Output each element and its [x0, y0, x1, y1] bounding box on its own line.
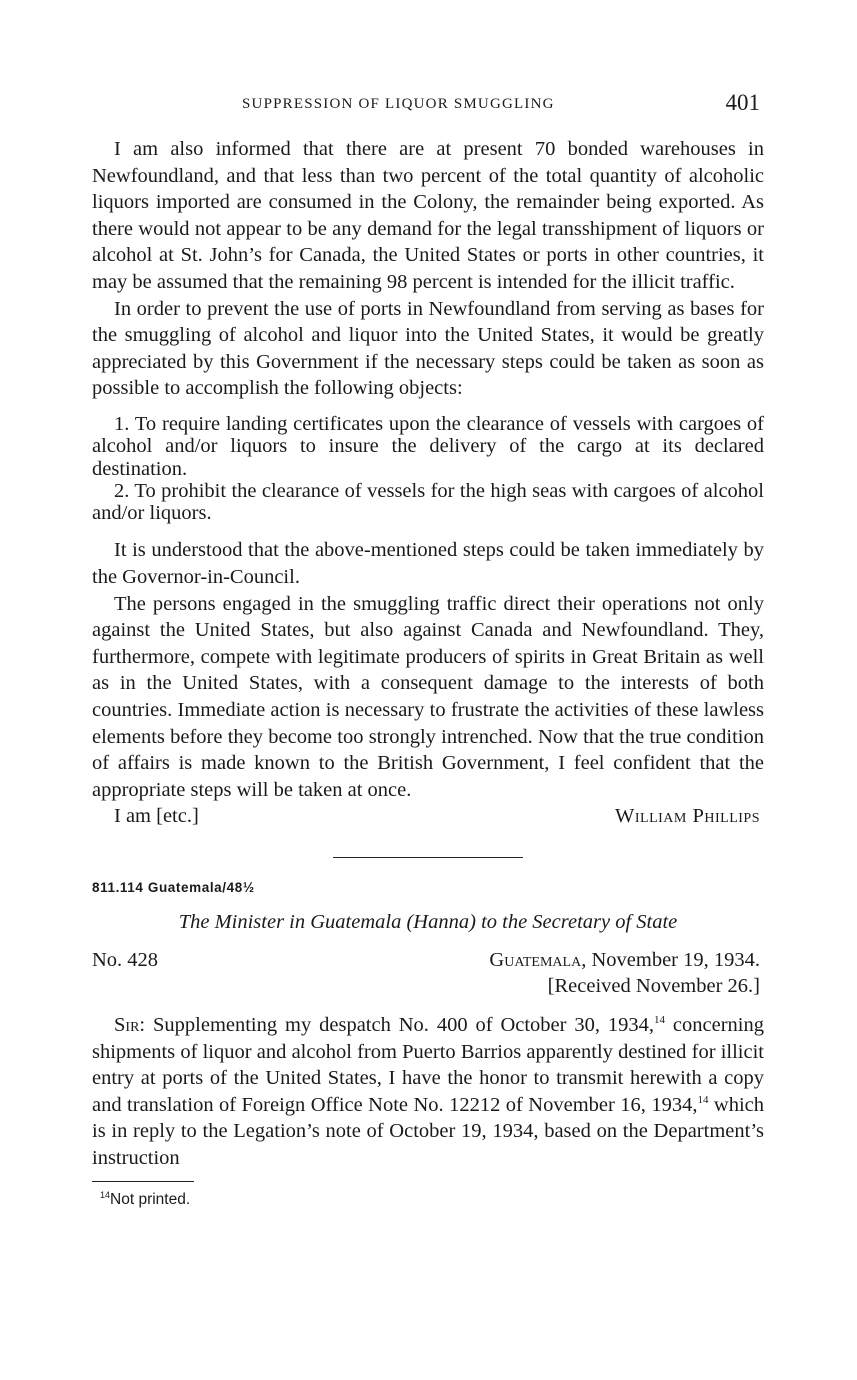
running-head: SUPPRESSION OF LIQUOR SMUGGLING: [242, 96, 555, 112]
paragraph-smuggling-traffic: The persons engaged in the smuggling traffic direct their operations not only against the United States, but also against Canada and Newfoundland. They, furthermore, compete with legitimate producers of spirits in Great Britain as well as in the United States, with a consequent damage to the interests of both countries. Immediate action is necessary to frustrate the activities of these lawless elements before they become too strongly intrenched. Now that the true condition of affairs is made known to the British Government, I feel confident that the appropriate steps will be taken at once.: [92, 592, 764, 801]
paragraph-governor-in-council: It is understood that the above-mentioned steps could be taken immediately by the Governor-in-Council.: [92, 539, 764, 589]
document-title: The Minister in Guatemala (Hanna) to the Secretary of State: [178, 910, 678, 933]
despatch-date: , November 19, 1934.: [581, 948, 760, 971]
list-item: 1. To require landing certificates upon the clearance of vessels with cargoes of alcohol and/or liquors to insure the delivery of the cargo at its declared destination.: [92, 412, 764, 480]
objects-list: [92, 413, 764, 524]
page-header: [92, 90, 764, 120]
page-number: 401: [725, 90, 760, 115]
text-segment: : Supplementing my despatch No. 400 of October 30, 1934,: [139, 1013, 655, 1036]
paragraph-prevent-ports: In order to prevent the use of ports in Newfoundland from serving as bases for the smuggling of alcohol and liquor into the United States, it would be greatly appreciated by this Government if the necessary steps could be taken as soon as possible to accomplish the following objects:: [92, 297, 764, 400]
salutation: Sir: [114, 1013, 140, 1036]
footnote-reference: 14: [654, 1014, 666, 1027]
footnote-divider: [92, 1181, 194, 1182]
signature: William Phillips: [615, 805, 760, 828]
closing-text: I am [etc.]: [114, 805, 199, 828]
place-date: [489, 947, 760, 974]
footnote-reference: 14: [697, 1093, 709, 1106]
letter-closing: [92, 803, 764, 830]
footnote: [92, 1191, 764, 1209]
text-segment: concerning shipments of liquor and alcohol from Puerto Barrios apparently destined for illicit entry at ports of the United States, I have the honor to transmit herewith a copy and translation of Foreign Office Note No. 12212 of November 16, 1934,: [92, 1013, 764, 1116]
text-segment: which is in reply to the Legation’s note of October 19, 1934, based on the Department’s instruction: [92, 1093, 764, 1169]
footnote-text: Not printed.: [110, 1190, 191, 1208]
page-body: [92, 136, 764, 1209]
despatch-number: No. 428: [92, 948, 159, 971]
footnote-marker: 14: [100, 1189, 111, 1200]
list-item: 2. To prohibit the clearance of vessels for the high seas with cargoes of alcohol and/or liquors.: [92, 479, 764, 525]
paragraph-sir: [92, 1012, 764, 1172]
despatch-meta: [92, 947, 764, 1000]
section-divider: [333, 857, 523, 858]
received-date: [Received November 26.]: [547, 975, 760, 998]
paragraph-bonded-warehouses: I am also informed that there are at present 70 bonded warehouses in Newfoundland, and that less than two percent of the total quantity of alcoholic liquors imported are consumed in the Colony, the remainder being exported. As there would not appear to be any demand for the legal transshipment of liquors or alcohol at St. John’s for Canada, the United States or ports in other countries, it may be assumed that the remaining 98 percent is intended for the illicit traffic.: [92, 138, 764, 293]
file-number: 811.114 Guatemala/48½: [92, 879, 255, 895]
place-name: Guatemala: [489, 948, 582, 971]
